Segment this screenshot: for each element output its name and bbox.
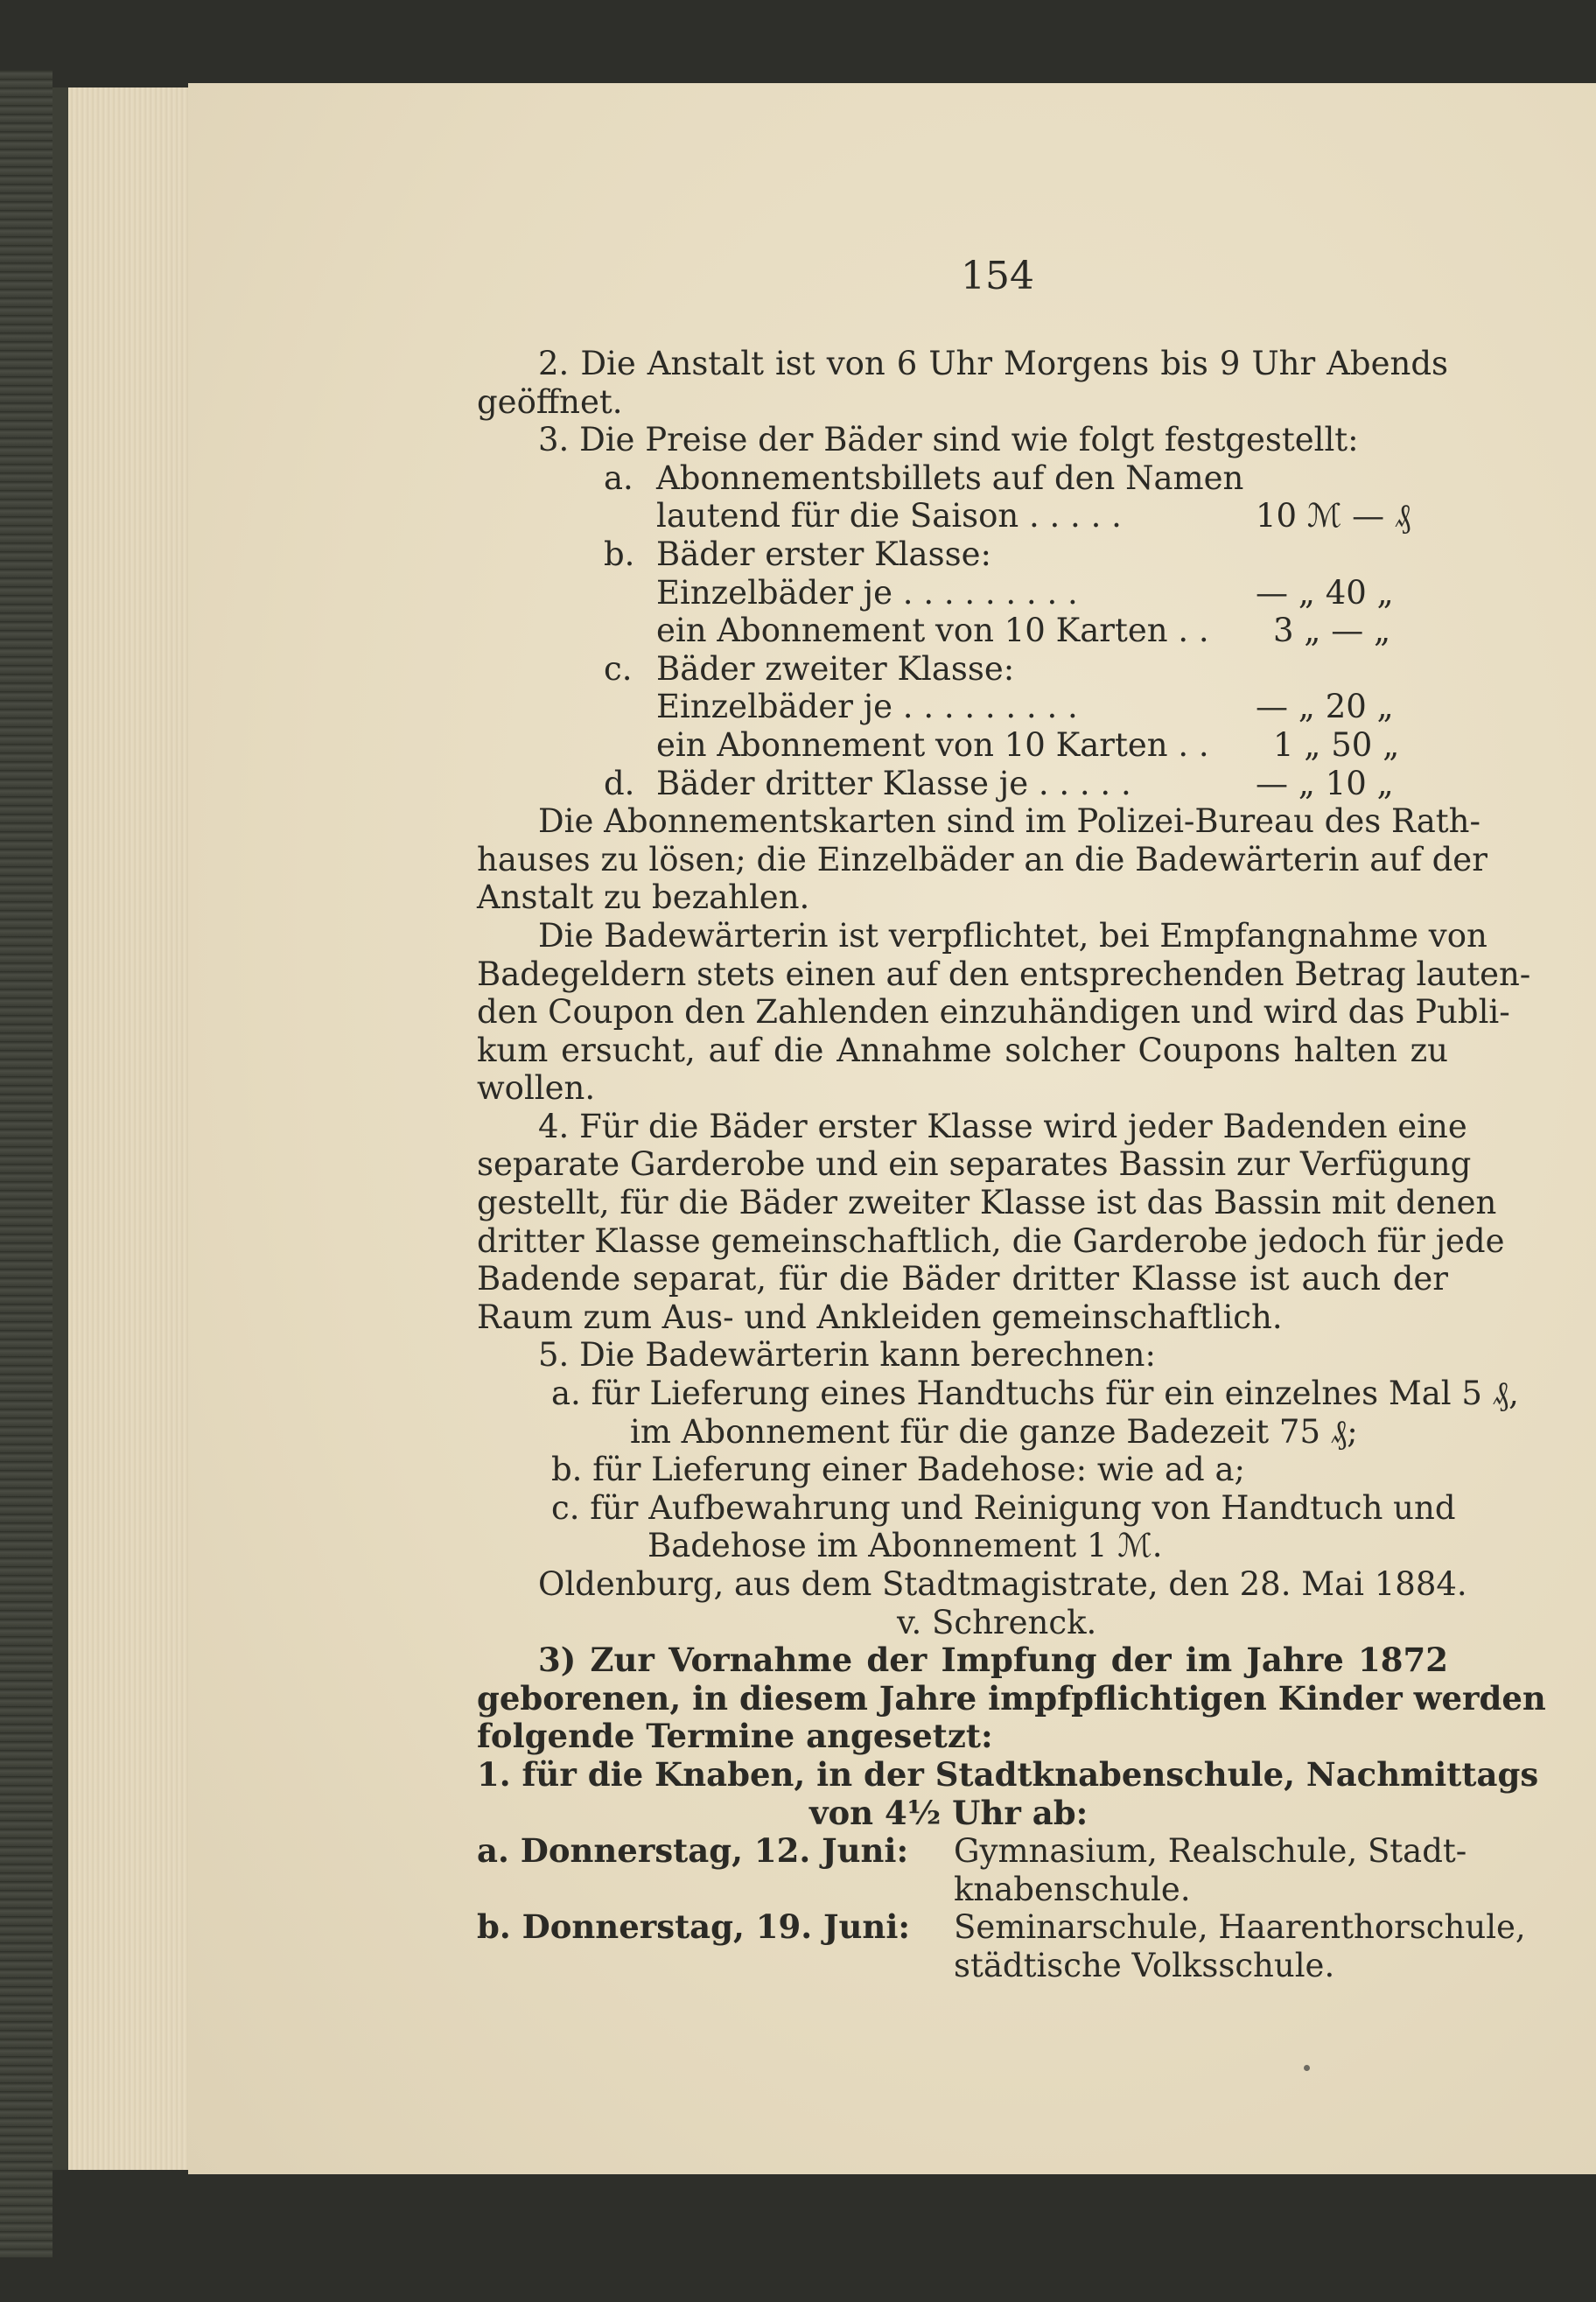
termin-row xyxy=(477,1871,1448,1909)
para-5-item: b. für Lieferung einer Badehose: wie ad a; xyxy=(551,1451,1246,1489)
price-label: d. xyxy=(604,764,635,802)
price-row xyxy=(477,688,1448,726)
price-a xyxy=(477,459,1448,498)
price-row xyxy=(477,726,1448,765)
price-text: Bäder dritter Klasse je . . . . . xyxy=(656,764,1131,802)
price-value: 10 ℳ — ₰ xyxy=(1256,497,1411,535)
price-value: — „ 40 „ xyxy=(1256,573,1394,612)
para-5-item: Badehose im Abonnement 1 ℳ. xyxy=(648,1527,1163,1565)
closing-place: Oldenburg, aus dem Stadtmagistrate, den 28. Mai 1884. xyxy=(538,1565,1467,1603)
closing-signature: v. Schrenck. xyxy=(897,1603,1097,1641)
impfung-heading: 1. für die Knaben, in der Stadtknabenschule, Nachmittags xyxy=(477,1754,1539,1794)
para-4-line: Raum zum Aus- und Ankleiden gemeinschaftlich. xyxy=(477,1298,1283,1336)
waerterin-line: Badegeldern stets einen auf den entsprechenden Betrag lauten- xyxy=(477,955,1531,993)
ink-spot xyxy=(1304,2065,1310,2071)
price-b xyxy=(477,535,1448,574)
price-heading: Bäder erster Klasse: xyxy=(656,535,991,573)
termin-date: a. Donnerstag, 12. Juni: xyxy=(477,1831,909,1871)
karten-line: Anstalt zu bezahlen. xyxy=(477,878,810,917)
price-row xyxy=(477,612,1448,650)
termin-schools: Seminarschule, Haarenthorschule, xyxy=(954,1908,1526,1947)
para-5-item: a. für Lieferung eines Handtuchs für ein einzelnes Mal 5 ₰, xyxy=(551,1375,1519,1413)
price-label: c. xyxy=(604,649,633,688)
impfung-heading: von 4½ Uhr ab: xyxy=(809,1793,1088,1832)
impfung-line: folgende Termine angesetzt: xyxy=(477,1717,993,1756)
para-3-intro: 3. Die Preise der Bäder sind wie folgt festgestellt: xyxy=(538,421,1359,459)
price-text: ein Abonnement von 10 Karten . . xyxy=(656,612,1209,650)
price-text: Einzelbäder je . . . . . . . . . xyxy=(656,573,1078,612)
price-heading: Bäder zweiter Klasse: xyxy=(656,649,1015,688)
price-value: 1 „ 50 „ xyxy=(1273,725,1400,764)
termin-row xyxy=(477,1947,1448,1985)
karten-line: hauses zu lösen; die Einzelbäder an die Badewärterin auf der xyxy=(477,840,1488,878)
karten-line: Die Abonnementskarten sind im Polizei-Bureau des Rath- xyxy=(538,802,1480,841)
para-5-item: c. für Aufbewahrung und Reinigung von Handtuch und xyxy=(551,1488,1456,1527)
termin-schools: knabenschule. xyxy=(954,1870,1191,1908)
para-4-line: Badende separat, für die Bäder dritter Klasse ist auch der xyxy=(477,1260,1448,1298)
para-5-item: im Abonnement für die ganze Badezeit 75 ₰; xyxy=(630,1412,1358,1451)
book-cover-edge xyxy=(0,70,52,2257)
termin-row xyxy=(477,1831,1467,1871)
price-label: b. xyxy=(604,535,635,573)
price-value: — „ 20 „ xyxy=(1256,688,1394,726)
termin-schools: Gymnasium, Realschule, Stadt- xyxy=(954,1832,1467,1871)
price-d xyxy=(477,765,1448,803)
price-value: — „ 10 „ xyxy=(1256,764,1394,802)
page-stack-edge xyxy=(52,87,208,2170)
waerterin-line: kum ersucht, auf die Annahme solcher Coupons halten zu xyxy=(477,1031,1448,1069)
termin-row xyxy=(477,1907,1526,1947)
termin-date: b. Donnerstag, 19. Juni: xyxy=(477,1907,911,1947)
para-4-line: separate Garderobe und ein separates Bassin zur Verfügung xyxy=(477,1145,1472,1184)
impfung-line: geborenen, in diesem Jahre impfpflichtigen Kinder werden xyxy=(477,1678,1546,1718)
para-4-line: 4. Für die Bäder erster Klasse wird jeder Badenden eine xyxy=(538,1107,1467,1145)
para-2-line: geöffnet. xyxy=(477,382,623,421)
para-5-intro: 5. Die Badewärterin kann berechnen: xyxy=(538,1336,1156,1375)
price-c xyxy=(477,650,1448,689)
termin-schools: städtische Volksschule. xyxy=(954,1946,1335,1984)
price-row xyxy=(477,574,1448,612)
para-4-line: dritter Klasse gemeinschaftlich, die Garderobe jedoch für jede xyxy=(477,1221,1505,1260)
price-text: Einzelbäder je . . . . . . . . . xyxy=(656,688,1078,726)
price-label: a. xyxy=(604,458,634,497)
page-text xyxy=(477,345,1546,1985)
waerterin-line: den Coupon den Zahlenden einzuhändigen und wird das Publi- xyxy=(477,993,1510,1032)
waerterin-line: wollen. xyxy=(477,1069,596,1108)
para-2-line: 2. Die Anstalt ist von 6 Uhr Morgens bis 9 Uhr Abends xyxy=(538,345,1448,382)
price-text: ein Abonnement von 10 Karten . . xyxy=(656,725,1209,764)
price-text: Abonnementsbillets auf den Namen xyxy=(656,458,1244,497)
impfung-line: 3) Zur Vornahme der Impfung der im Jahre 1872 xyxy=(538,1641,1448,1680)
price-text: lautend für die Saison . . . . . xyxy=(656,497,1122,535)
page-number: 154 xyxy=(961,254,1034,298)
price-value: 3 „ — „ xyxy=(1273,612,1391,650)
para-4-line: gestellt, für die Bäder zweiter Klasse ist das Bassin mit denen xyxy=(477,1184,1497,1222)
waerterin-line: Die Badewärterin ist verpflichtet, bei Empfangnahme von xyxy=(538,916,1488,955)
price-a xyxy=(477,497,1448,535)
